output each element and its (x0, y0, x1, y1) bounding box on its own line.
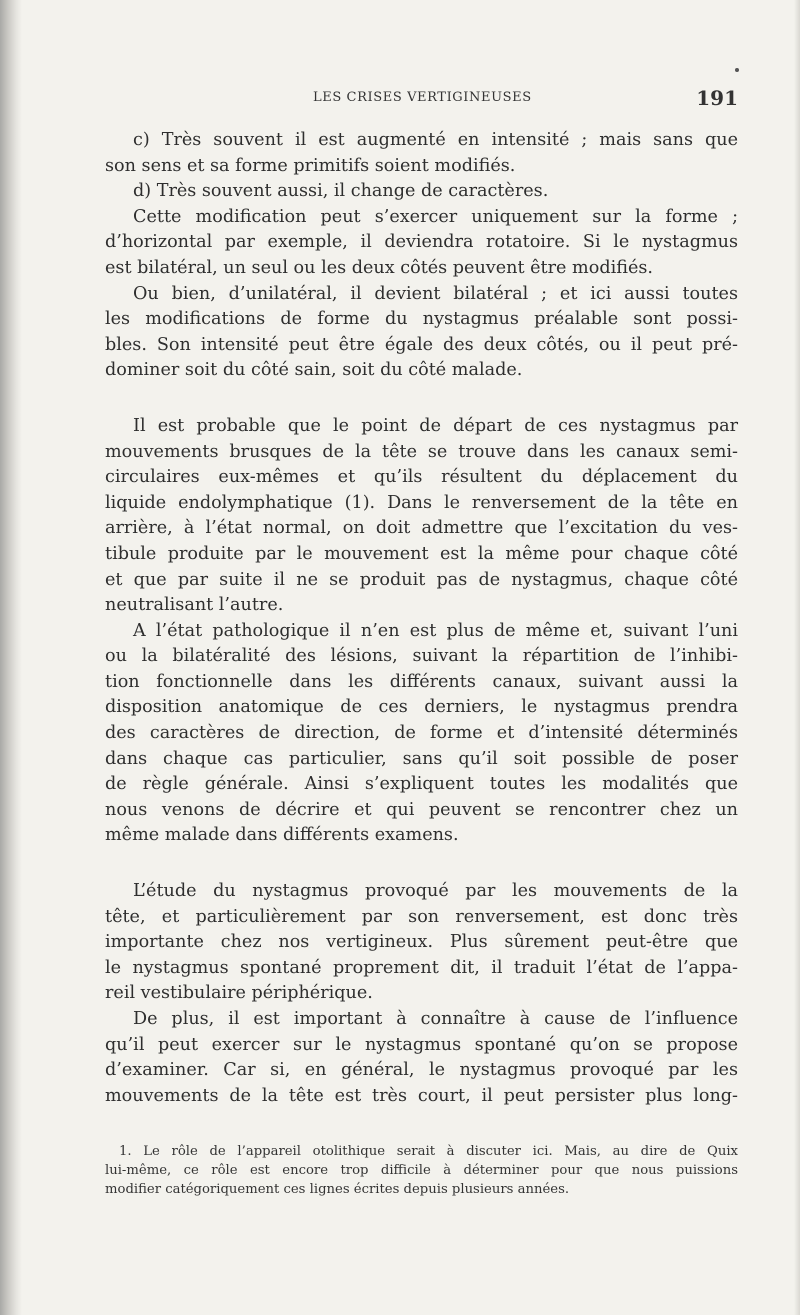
text-line: importante chez nos vertigineux. Plus sûrement peut-être que (105, 932, 738, 953)
text-line: tête, et particulièrement par son renversement, est donc très (105, 906, 738, 927)
text-line: de règle générale. Ainsi s’expliquent toutes les modalités que (105, 774, 738, 795)
page-number: 191 (696, 86, 738, 110)
text-line: neutralisant l’autre. (105, 595, 284, 616)
text-line: et que par suite il ne se produit pas de nystagmus, chaque côté (105, 569, 738, 590)
text-line: liquide endolymphatique (1). Dans le renversement de la tête en (105, 492, 738, 513)
text-line: son sens et sa forme primitifs soient modifiés. (105, 155, 516, 176)
text-line: d’horizontal par exemple, il deviendra rotatoire. Si le nystagmus (105, 232, 738, 253)
text-line: nous venons de décrire et qui peuvent se rencontrer chez un (105, 799, 738, 820)
text-line: tion fonctionnelle dans les différents canaux, suivant aussi la (105, 671, 738, 692)
paragraph (105, 282, 738, 384)
text-line: Cette modification peut s’exercer uniquement sur la forme ; (133, 206, 738, 227)
text-line: Il est probable que le point de départ de ces nystagmus par (133, 415, 738, 436)
section-gap (105, 849, 738, 879)
paragraph (105, 879, 738, 1007)
text-line: circulaires eux-mêmes et qu’ils résultent du déplacement du (105, 467, 738, 488)
section-gap (105, 384, 738, 414)
page-edge (794, 0, 800, 1315)
paragraph (105, 414, 738, 619)
footnote (105, 1142, 738, 1199)
text-line: L’étude du nystagmus provoqué par les mouvements de la (133, 881, 738, 902)
footnote-line: modifier catégoriquement ces lignes écrites depuis plusieurs années. (105, 1182, 570, 1197)
text-line: dans chaque cas particulier, sans qu’il soit possible de poser (105, 748, 738, 769)
ink-speck (735, 68, 739, 72)
paragraph-c (105, 128, 738, 179)
text-line: c) Très souvent il est augmenté en intensité ; mais sans que (133, 130, 738, 150)
text-line: disposition anatomique de ces derniers, le nystagmus prendra (105, 697, 738, 718)
running-title: LES CRISES VERTIGINEUSES (313, 90, 532, 105)
text-line: bles. Son intensité peut être égale des deux côtés, ou il peut pré- (105, 334, 738, 355)
paragraph (105, 1007, 738, 1109)
text-line: De plus, il est important à connaître à cause de l’influence (133, 1009, 738, 1029)
paragraph (105, 619, 738, 849)
text-line: Ou bien, d’unilatéral, il devient bilatéral ; et ici aussi toutes (133, 283, 738, 304)
binding-shadow (0, 0, 22, 1315)
text-line: mouvements brusques de la tête se trouve dans les canaux semi- (105, 441, 738, 462)
text-line: A l’état pathologique il n’en est plus de même et, suivant l’uni (133, 620, 738, 641)
text-line: mouvements de la tête est très court, il peut persister plus long- (105, 1085, 738, 1106)
text-line: même malade dans différents examens. (105, 825, 459, 846)
paragraph-d (105, 179, 738, 205)
text-line: est bilatéral, un seul ou les deux côtés peuvent être modifiés. (105, 257, 653, 278)
text-line: dominer soit du côté sain, soit du côté malade. (105, 360, 523, 381)
text-line: qu’il peut exercer sur le nystagmus spontané qu’on se propose (105, 1034, 738, 1055)
text-line: les modifications de forme du nystagmus préalable sont possi- (105, 309, 738, 330)
text-line: ou la bilatéralité des lésions, suivant la répartition de l’inhibi- (105, 646, 738, 667)
text-line: d) Très souvent aussi, il change de caractères. (133, 181, 549, 202)
body-text (105, 128, 738, 1109)
footnote-line: lui-même, ce rôle est encore trop difficile à déterminer pour que nous puissions (105, 1163, 738, 1178)
footnote-line: 1. Le rôle de l’appareil otolithique serait à discuter ici. Mais, au dire de Quix (119, 1144, 738, 1159)
page-header (105, 88, 738, 112)
text-line: d’examiner. Car si, en général, le nystagmus provoqué par les (105, 1060, 738, 1081)
text-line: des caractères de direction, de forme et d’intensité déterminés (105, 723, 738, 744)
paragraph (105, 205, 738, 282)
text-line: reil vestibulaire périphérique. (105, 983, 373, 1004)
text-line: arrière, à l’état normal, on doit admettre que l’excitation du ves- (105, 518, 738, 539)
text-line: le nystagmus spontané proprement dit, il traduit l’état de l’appa- (105, 957, 738, 978)
text-line: tibule produite par le mouvement est la même pour chaque côté (105, 543, 738, 564)
